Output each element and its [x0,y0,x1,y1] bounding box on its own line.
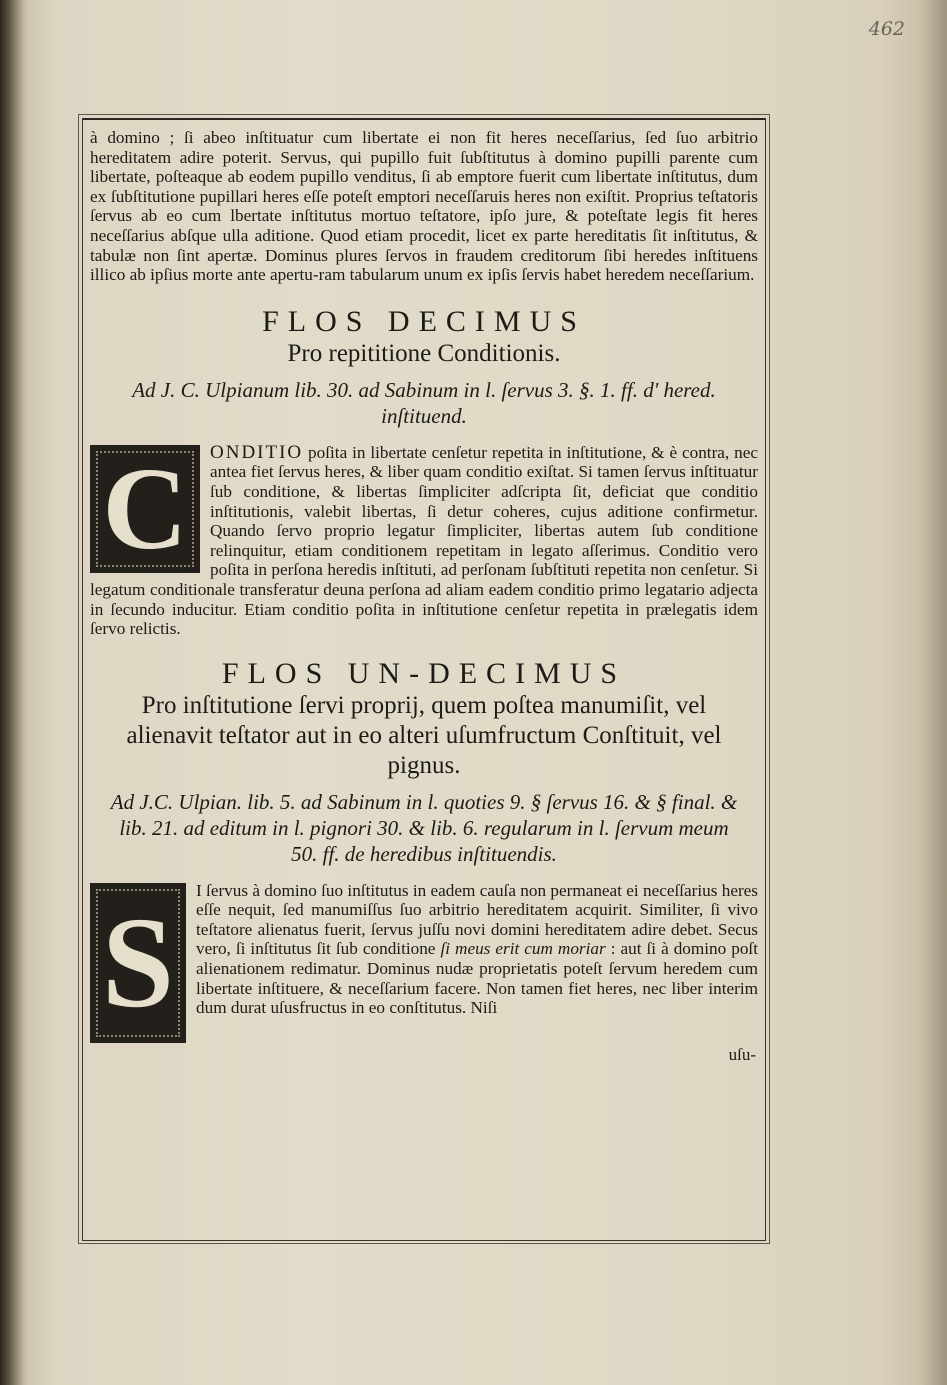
section2-text-b: : aut ſi à domino poſt alienationem redimatur. Dominus nudæ proprietatis poteſt ſervum heredem cum libertate inſtituere, & neceſſarium facere. Non tamen fiet heres, nec liber interim dum durat uſusfructus in eo conſtitutus. Niſi [196,939,758,1018]
section2-citation: Ad J.C. Ulpian. lib. 5. ad Sabinum in l. quoties 9. § ſervus 16. & § final. & lib. 21. ad editum in l. pignori 30. & lib. 6. regularum in l. ſervum meum 50. ff. de heredibus inſtituendis. [110,789,738,866]
section2-body [90,881,758,1065]
catchword: uſu- [728,1044,756,1064]
section1-subtitle: Pro repititione Conditionis. [287,339,561,367]
dropcap-letter: S [101,890,175,1035]
facing-page-edge [0,0,22,1385]
section-flos-undecimus [90,657,758,1065]
page-content [90,128,758,1065]
section2-text-italic: ſi meus erit cum moriar [440,939,606,959]
section2-text-a: I ſervus à domino ſuo inſtitutus in eadem cauſa non permaneat ei neceſſarius heres eſſe nequit, ſed manumiſſus ſuo arbitrio hereditatem acquirit. Similiter, ſi vivo teſtatore alienatus fuerit, ſervus juſſu novi domini hereditatem adire debet. Secus vero, ſi inſtitutus ſit ſub conditione [196,880,758,959]
section-flos-decimus [90,305,758,639]
section2-title: FLOS UN-DECIMUS [221,656,627,690]
section1-citation: Ad J. C. Ulpianum lib. 30. ad Sabinum in l. ſervus 3. §. 1. ff. d' hered. inſtituend. [132,377,716,428]
section2-subtitle: Pro inſtitutione ſervi proprij, quem poſtea manumiſit, vel alienavit teſtator aut in eo alteri uſumfructum Conſtituit, vel pignus. [126,691,722,779]
section1-body [90,443,758,639]
intro-paragraph: à domino ; ſi abeo inſtituatur cum libertate ei non fit heres neceſſarius, ſed ſuo arbitrio hereditatem adire poterit. Servus, qui pupillo fuit ſubſtitutus à domino pupilli parente cum libertate, poſteaque ab eodem pupillo venditus, ſi ab emptore fuerit cum libertate inſtitutus, dum ex ſubſtitutione pupillari heres eſſe poteſt emptori neceſſaruis heres non exiſtit. Proprius teſtatoris ſervus ab eo cum lbertate inſtitutus mortuo teſtatore, ipſo jure, & poteſtate legis fit heres neceſſarius abſque ulla aditione. Quod etiam procedit, licet ex parte hereditatis ſit inſtitutus, & tabulæ non ſint apertæ. Dominus plures ſervos in fraudem creditorum ſibi heredes inſtituens illico ab ipſius morte ante apertu-ram tabularum unum ex ipſis ſervis habet heredem neceſſarium. [90,128,758,285]
section1-text: poſita in libertate cenſetur repetita in inſtitutione, & è contra, nec antea fiet ſervus heres, & liber quam conditio exiſtat. Si tamen ſervus inſtituatur ſub conditione, & libertas ſimpliciter adſcripta ſit, deficiat que conditio inſtitutionis, valebit libertas, ſi detur coheres, cujus aditione confirmetur. Quando ſervo proprio legatur ſimpliciter, libertas autem ſub conditione relinquitur, etiam conditionem repetitam in legato aſſerimus. Conditio vero poſita in perſona heredis inſtituti, ad perſonam ſubſtituti repetita non cenſetur. Si legatum conditionale transferatur deuna perſona ad aliam eadem conditio primo legatario adjecta in ſecundo inducitur. Etiam conditio poſita in inſtitutione cenſetur repetita in prælegatis idem ſervo relictis. [90,442,758,639]
folio-number: 462 [868,18,905,40]
section2-paragraph [90,881,758,1018]
dropcap-letter: C [102,444,188,573]
section1-title: FLOS DECIMUS [262,304,586,338]
dropcap-c-ornament [90,445,200,573]
dropcap-s-ornament [90,883,186,1043]
section1-lead-word: ONDITIO [210,441,304,463]
